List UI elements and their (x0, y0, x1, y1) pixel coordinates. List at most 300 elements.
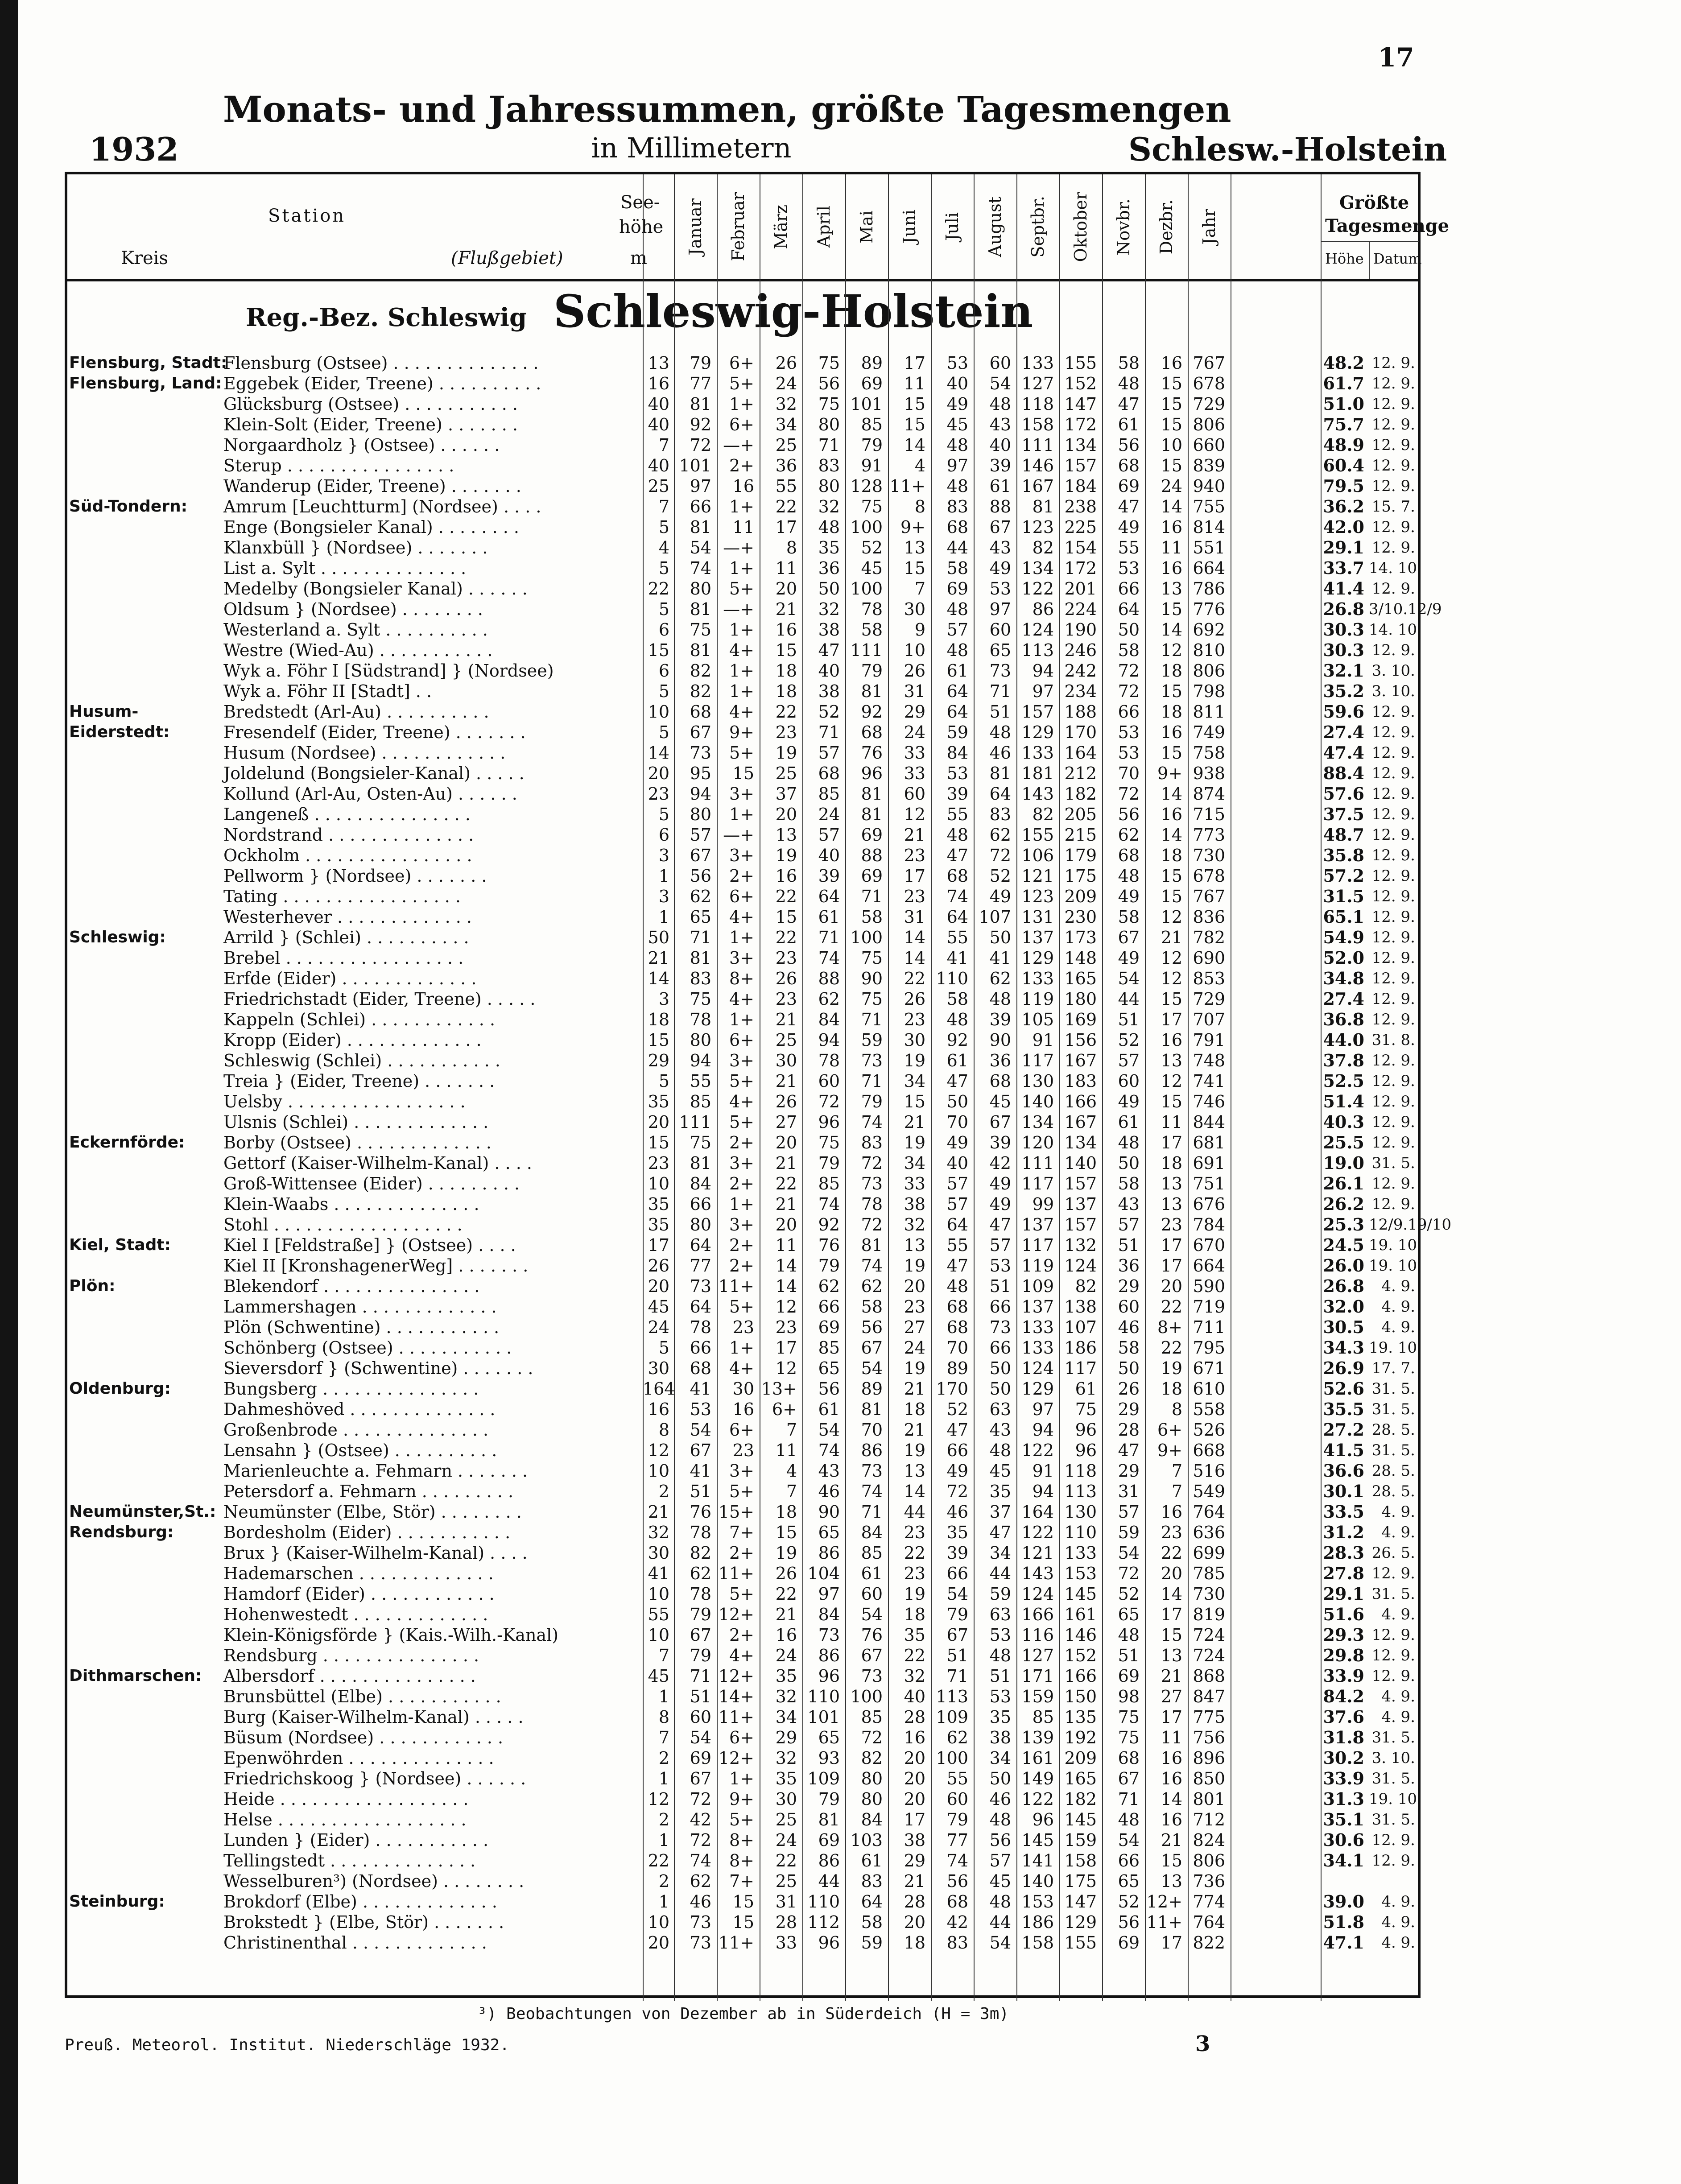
cell-seehoehe: 17 (648, 1235, 669, 1255)
cell-seehoehe: 1 (658, 1830, 669, 1850)
cell-aug: 42 (989, 1153, 1011, 1173)
cell-jan: 68 (690, 702, 711, 722)
cell-seehoehe: 2 (658, 1748, 669, 1768)
cell-okt: 175 (1064, 1871, 1097, 1891)
cell-apr: 38 (818, 681, 840, 701)
cell-jan: 79 (690, 353, 711, 373)
cell-okt: 173 (1064, 928, 1097, 947)
cell-jan: 67 (690, 1769, 711, 1788)
cell-jun: 18 (904, 1400, 925, 1419)
station-name: Christinenthal . . . . . . . . . . . . . (223, 1933, 487, 1953)
cell-apr: 43 (818, 1461, 840, 1481)
cell-max-datum: 3/10.12/9 (1369, 600, 1442, 618)
station-name: Glücksburg (Ostsee) . . . . . . . . . . . (223, 394, 518, 414)
table-row (67, 1338, 1422, 1358)
cell-nov: 52 (1118, 1030, 1140, 1050)
cell-jan: 69 (690, 1748, 711, 1768)
cell-okt: 192 (1064, 1728, 1097, 1747)
cell-sep: 122 (1021, 1789, 1054, 1809)
table-row (67, 1358, 1418, 1379)
station-name: Klein-Königsförde } (Kais.-Wilh.-Kanal) (223, 1625, 559, 1645)
cell-mai: 71 (861, 887, 883, 906)
cell-aug: 107 (979, 907, 1011, 927)
cell-feb: 15+ (718, 1502, 754, 1522)
cell-max-hoehe: 51.0 (1323, 394, 1364, 414)
cell-apr: 38 (818, 620, 840, 640)
cell-aug: 48 (989, 722, 1011, 742)
station-name: Kropp (Eider) . . . . . . . . . . . . . (223, 1030, 482, 1050)
cell-feb: 4+ (729, 1092, 754, 1111)
station-name: Ulsnis (Schlei) . . . . . . . . . . . . . (223, 1112, 489, 1132)
cell-mar: 34 (775, 415, 797, 434)
cell-max-hoehe: 33.5 (1323, 1502, 1364, 1522)
cell-mar: 55 (775, 476, 797, 496)
cell-max-datum: 19. 10. (1369, 1236, 1422, 1254)
cell-nov: 28 (1118, 1420, 1140, 1440)
cell-max-hoehe: 51.4 (1323, 1091, 1364, 1111)
cell-apr: 85 (818, 784, 840, 804)
cell-jun: 21 (904, 1871, 925, 1891)
cell-okt: 157 (1064, 456, 1097, 475)
cell-jun: 31 (904, 907, 925, 927)
cell-jahr: 729 (1193, 989, 1225, 1009)
cell-jahr: 940 (1193, 476, 1225, 496)
cell-mar: 17 (775, 1338, 797, 1358)
cell-okt: 159 (1064, 1830, 1097, 1850)
table-row (67, 1009, 1418, 1030)
station-name: Pellworm } (Nordsee) . . . . . . . (223, 866, 487, 886)
cell-sep: 137 (1021, 1297, 1054, 1317)
cell-aug: 34 (989, 1543, 1011, 1563)
table-row (67, 1481, 1418, 1502)
cell-aug: 44 (989, 1564, 1011, 1583)
cell-nov: 67 (1118, 928, 1140, 947)
cell-apr: 44 (818, 1871, 840, 1891)
header-month-label: Jahr (1199, 209, 1219, 245)
cell-jahr: 730 (1193, 846, 1225, 865)
cell-jan: 81 (690, 394, 711, 414)
cell-feb: 11+ (718, 1564, 754, 1583)
cell-aug: 60 (989, 620, 1011, 640)
kreis-label: Süd-Tondern: (69, 497, 188, 516)
cell-jun: 16 (904, 1728, 925, 1747)
cell-dez: 11 (1161, 1112, 1182, 1132)
cell-dez: 17 (1161, 1235, 1182, 1255)
cell-sep: 119 (1021, 989, 1054, 1009)
cell-max-datum: 12. 9. (1371, 1113, 1415, 1131)
cell-nov: 58 (1118, 1174, 1140, 1193)
cell-okt: 75 (1075, 1400, 1097, 1419)
cell-max-datum: 12. 9. (1371, 703, 1415, 721)
cell-nov: 52 (1118, 1892, 1140, 1912)
cell-sep: 122 (1021, 1523, 1054, 1542)
cell-aug: 54 (989, 1933, 1011, 1953)
cell-jun: 26 (904, 661, 925, 681)
cell-sep: 155 (1021, 825, 1054, 845)
cell-nov: 53 (1118, 558, 1140, 578)
cell-sep: 122 (1021, 1441, 1054, 1460)
cell-okt: 132 (1064, 1235, 1097, 1255)
cell-seehoehe: 5 (658, 1338, 669, 1358)
cell-max-datum: 12. 9. (1371, 416, 1415, 433)
cell-jahr: 784 (1193, 1215, 1225, 1234)
cell-okt: 124 (1064, 1256, 1097, 1276)
cell-aug: 39 (989, 456, 1011, 475)
cell-max-hoehe: 37.6 (1323, 1707, 1364, 1727)
table-row (67, 1871, 1418, 1891)
cell-nov: 31 (1118, 1482, 1140, 1501)
cell-jan: 80 (690, 1215, 711, 1234)
station-name: Sieversdorf } (Schwentine) . . . . . . . (223, 1358, 533, 1378)
cell-jan: 78 (690, 1317, 711, 1337)
cell-aug: 36 (989, 1051, 1011, 1070)
cell-max-datum: 15. 7. (1371, 498, 1415, 516)
cell-aug: 43 (989, 415, 1011, 434)
cell-seehoehe: 16 (648, 1400, 669, 1419)
cell-seehoehe: 4 (658, 538, 669, 557)
station-name: Büsum (Nordsee) . . . . . . . . . . . . (223, 1728, 504, 1747)
cell-feb: 8+ (729, 1830, 754, 1850)
cell-dez: 17 (1161, 1933, 1182, 1953)
cell-apr: 71 (818, 435, 840, 455)
kreis-label: Steinburg: (69, 1892, 165, 1911)
cell-seehoehe: 10 (648, 1174, 669, 1193)
cell-feb: —+ (723, 599, 754, 619)
cell-mai: 79 (861, 661, 883, 681)
cell-max-datum: 12. 9. (1371, 744, 1415, 762)
cell-max-hoehe: 25.3 (1323, 1214, 1364, 1234)
table-row (67, 927, 1418, 948)
cell-sep: 140 (1021, 1092, 1054, 1111)
cell-nov: 72 (1118, 784, 1140, 804)
cell-jahr: 810 (1193, 640, 1225, 660)
cell-jahr: 896 (1193, 1748, 1225, 1768)
cell-feb: 15 (732, 1912, 754, 1932)
cell-okt: 152 (1064, 374, 1097, 393)
cell-aug: 71 (989, 681, 1011, 701)
cell-jul: 60 (946, 1789, 968, 1809)
station-name: Heide . . . . . . . . . . . . . . . . . . (223, 1789, 469, 1809)
cell-mai: 58 (861, 907, 883, 927)
cell-aug: 38 (989, 1728, 1011, 1747)
cell-feb: 1+ (729, 928, 754, 947)
cell-mai: 61 (861, 1851, 883, 1870)
cell-max-datum: 12. 9. (1371, 929, 1415, 946)
cell-okt: 153 (1064, 1564, 1097, 1583)
cell-nov: 29 (1118, 1276, 1140, 1296)
station-name: Lunden } (Eider) . . . . . . . . . . . (223, 1830, 489, 1850)
header-month-label: Novbr. (1114, 198, 1133, 256)
reg-bez-heading: Reg.-Bez. Schleswig (246, 303, 527, 332)
cell-feb: 6+ (729, 1420, 754, 1440)
cell-seehoehe: 20 (648, 1276, 669, 1296)
cell-sep: 105 (1021, 1010, 1054, 1029)
cell-feb: 4+ (729, 702, 754, 722)
table-row (67, 558, 1422, 578)
cell-okt: 180 (1064, 989, 1097, 1009)
cell-aug: 64 (989, 784, 1011, 804)
cell-sep: 99 (1032, 1194, 1054, 1214)
cell-jan: 95 (690, 764, 711, 783)
cell-okt: 147 (1064, 1892, 1097, 1912)
cell-max-hoehe: 84.2 (1323, 1686, 1364, 1706)
cell-seehoehe: 6 (658, 825, 669, 845)
cell-jul: 84 (946, 743, 968, 763)
cell-feb: 1+ (729, 1010, 754, 1029)
cell-max-datum: 31. 5. (1371, 1770, 1415, 1788)
cell-mar: 22 (775, 702, 797, 722)
cell-mar: 4 (786, 1461, 797, 1481)
cell-mar: 24 (775, 374, 797, 393)
cell-apr: 65 (818, 1523, 840, 1542)
cell-jul: 51 (946, 1646, 968, 1665)
cell-nov: 66 (1118, 702, 1140, 722)
cell-feb: 1+ (729, 1769, 754, 1788)
table-row (67, 845, 1418, 866)
cell-jan: 62 (690, 887, 711, 906)
cell-max-datum: 19. 10. (1369, 1257, 1422, 1275)
cell-dez: 23 (1161, 1523, 1182, 1542)
cell-jul: 55 (946, 928, 968, 947)
cell-dez: 16 (1161, 722, 1182, 742)
header-month-label: Februar (728, 192, 748, 261)
cell-jahr: 786 (1193, 579, 1225, 599)
cell-dez: 16 (1161, 805, 1182, 824)
table-row (67, 1543, 1418, 1563)
header-month-label: März (771, 204, 791, 249)
cell-max-datum: 12. 9. (1371, 867, 1415, 885)
cell-mar: 15 (775, 640, 797, 660)
cell-apr: 40 (818, 846, 840, 865)
station-name: List a. Sylt . . . . . . . . . . . . . . (223, 558, 467, 578)
cell-max-hoehe: 30.3 (1323, 640, 1364, 660)
header-tagesmenge: Tagesmenge (1325, 215, 1450, 236)
cell-jul: 46 (946, 1502, 968, 1522)
cell-jahr: 707 (1193, 1010, 1225, 1029)
cell-sep: 123 (1021, 517, 1054, 537)
cell-jul: 44 (946, 538, 968, 557)
cell-max-datum: 31. 8. (1371, 1031, 1415, 1049)
cell-max-hoehe: 65.1 (1323, 907, 1364, 927)
cell-jul: 74 (946, 1851, 968, 1870)
cell-sep: 159 (1021, 1687, 1054, 1706)
table-row (67, 1850, 1418, 1871)
cell-mai: 103 (850, 1830, 883, 1850)
cell-dez: 15 (1161, 456, 1182, 475)
cell-mar: 35 (775, 1769, 797, 1788)
cell-apr: 88 (818, 969, 840, 988)
cell-seehoehe: 24 (648, 1317, 669, 1337)
cell-jul: 70 (946, 1338, 968, 1358)
cell-seehoehe: 15 (648, 640, 669, 660)
cell-max-hoehe: 40.3 (1323, 1112, 1364, 1132)
cell-jan: 81 (690, 948, 711, 968)
cell-aug: 51 (989, 1276, 1011, 1296)
cell-mai: 100 (850, 1687, 883, 1706)
station-name: Kiel I [Feldstraße] } (Ostsee) . . . . (223, 1235, 516, 1255)
cell-max-datum: 12. 9. (1371, 354, 1415, 372)
cell-seehoehe: 30 (648, 1543, 669, 1563)
cell-nov: 29 (1118, 1400, 1140, 1419)
cell-nov: 47 (1118, 1441, 1140, 1460)
table-row (67, 907, 1418, 927)
table-row (67, 1173, 1418, 1194)
cell-mai: 85 (861, 1543, 883, 1563)
cell-okt: 146 (1064, 1625, 1097, 1645)
cell-aug: 44 (989, 1912, 1011, 1932)
cell-jan: 42 (690, 1810, 711, 1829)
cell-mar: 14 (775, 1256, 797, 1276)
cell-jahr: 836 (1193, 907, 1225, 927)
cell-sep: 171 (1021, 1666, 1054, 1686)
cell-mai: 78 (861, 1194, 883, 1214)
cell-seehoehe: 8 (658, 1707, 669, 1727)
station-name: Klein-Solt (Eider, Treene) . . . . . . . (223, 415, 518, 434)
cell-seehoehe: 6 (658, 620, 669, 640)
table-row (67, 825, 1418, 845)
cell-jun: 31 (904, 681, 925, 701)
cell-aug: 51 (989, 702, 1011, 722)
cell-max-hoehe: 34.1 (1323, 1850, 1364, 1870)
cell-mar: 25 (775, 764, 797, 783)
cell-jahr: 660 (1193, 435, 1225, 455)
cell-feb: 1+ (729, 661, 754, 681)
cell-sep: 161 (1021, 1748, 1054, 1768)
cell-dez: 22 (1161, 1338, 1182, 1358)
cell-nov: 49 (1118, 887, 1140, 906)
cell-mar: 13+ (761, 1379, 797, 1399)
cell-jan: 92 (690, 415, 711, 434)
cell-jahr: 724 (1193, 1646, 1225, 1665)
cell-jahr: 874 (1193, 784, 1225, 804)
cell-mar: 20 (775, 805, 797, 824)
station-name: Brunsbüttel (Elbe) . . . . . . . . . . . (223, 1687, 501, 1706)
cell-jun: 15 (904, 558, 925, 578)
station-name: Norgaardholz } (Ostsee) . . . . . . (223, 435, 500, 455)
header-month (845, 174, 888, 279)
cell-jul: 113 (936, 1687, 968, 1706)
cell-max-hoehe: 44.0 (1323, 1030, 1364, 1050)
kreis-label: Neumünster,St.: (69, 1503, 216, 1521)
cell-jun: 20 (904, 1789, 925, 1809)
cell-dez: 11+ (1146, 1912, 1182, 1932)
station-name: Nordstrand . . . . . . . . . . . . . . (223, 825, 474, 845)
cell-dez: 8 (1171, 1400, 1182, 1419)
cell-feb: 7+ (729, 1871, 754, 1891)
cell-seehoehe: 3 (658, 989, 669, 1009)
cell-jahr: 551 (1193, 538, 1225, 557)
cell-max-hoehe: 42.0 (1323, 517, 1364, 537)
cell-okt: 107 (1064, 1317, 1097, 1337)
cell-max-datum: 12. 9. (1371, 1667, 1415, 1685)
cell-max-hoehe: 57.2 (1323, 866, 1364, 886)
cell-feb: 5+ (729, 743, 754, 763)
station-name: Medelby (Bongsieler Kanal) . . . . . . (223, 579, 528, 599)
cell-mai: 111 (850, 640, 883, 660)
cell-max-datum: 12. 9. (1371, 785, 1415, 803)
cell-okt: 134 (1064, 435, 1097, 455)
header-seehoehe-3: m (630, 248, 647, 268)
cell-okt: 234 (1064, 681, 1097, 701)
cell-max-hoehe: 59.6 (1323, 702, 1364, 722)
cell-aug: 43 (989, 538, 1011, 557)
cell-jahr: 746 (1193, 1092, 1225, 1111)
station-name: Helse . . . . . . . . . . . . . . . . . . (223, 1810, 467, 1829)
cell-jan: 72 (690, 435, 711, 455)
cell-okt: 155 (1064, 1933, 1097, 1953)
cell-jul: 69 (946, 579, 968, 599)
cell-apr: 56 (818, 1379, 840, 1399)
cell-seehoehe: 45 (648, 1297, 669, 1317)
cell-dez: 17 (1161, 1605, 1182, 1624)
station-name: Ockholm . . . . . . . . . . . . . . . . (223, 846, 472, 865)
cell-max-hoehe: 36.2 (1323, 496, 1364, 516)
cell-mar: 33 (775, 1933, 797, 1953)
cell-jahr: 730 (1193, 1584, 1225, 1604)
cell-max-datum: 4. 9. (1381, 1318, 1415, 1336)
cell-max-datum: 12. 9. (1371, 908, 1415, 926)
cell-max-hoehe: 26.2 (1323, 1194, 1364, 1214)
cell-feb: 4+ (729, 1646, 754, 1665)
cell-jahr: 774 (1193, 1892, 1225, 1912)
cell-max-hoehe: 31.5 (1323, 886, 1364, 906)
cell-jun: 38 (904, 1194, 925, 1214)
cell-aug: 48 (989, 394, 1011, 414)
cell-jan: 111 (679, 1112, 711, 1132)
table-row (67, 619, 1422, 640)
cell-aug: 53 (989, 579, 1011, 599)
table-row (67, 989, 1418, 1009)
cell-mar: 23 (775, 948, 797, 968)
cell-jul: 47 (946, 1420, 968, 1440)
cell-aug: 50 (989, 1769, 1011, 1788)
cell-jan: 72 (690, 1830, 711, 1850)
table-row (67, 1604, 1418, 1625)
cell-max-datum: 4. 9. (1381, 1934, 1415, 1952)
cell-jul: 39 (946, 1543, 968, 1563)
cell-mar: 23 (775, 1317, 797, 1337)
cell-dez: 15 (1161, 866, 1182, 886)
cell-apr: 84 (818, 1605, 840, 1624)
cell-aug: 45 (989, 1871, 1011, 1891)
cell-jul: 55 (946, 1769, 968, 1788)
cell-nov: 75 (1118, 1707, 1140, 1727)
cell-max-datum: 12. 9. (1371, 888, 1415, 905)
cell-mai: 54 (861, 1605, 883, 1624)
table-row (67, 722, 1418, 743)
cell-apr: 47 (818, 640, 840, 660)
cell-max-datum: 12. 9. (1371, 1072, 1415, 1090)
cell-sep: 82 (1032, 805, 1054, 824)
cell-jun: 11 (904, 374, 925, 393)
cell-okt: 61 (1075, 1379, 1097, 1399)
cell-seehoehe: 8 (658, 1420, 669, 1440)
cell-nov: 65 (1118, 1605, 1140, 1624)
cell-jun: 26 (904, 989, 925, 1009)
cell-jan: 75 (690, 1133, 711, 1152)
cell-max-datum: 12. 9. (1371, 436, 1415, 454)
cell-max-datum: 31. 5. (1371, 1441, 1415, 1459)
cell-aug: 63 (989, 1605, 1011, 1624)
cell-jun: 19 (904, 1584, 925, 1604)
table-row (67, 537, 1418, 558)
cell-jan: 67 (690, 1441, 711, 1460)
cell-okt: 145 (1064, 1810, 1097, 1829)
cell-dez: 14 (1161, 1584, 1182, 1604)
cell-seehoehe: 6 (658, 661, 669, 681)
table-row (67, 1132, 1418, 1153)
cell-seehoehe: 23 (648, 1153, 669, 1173)
